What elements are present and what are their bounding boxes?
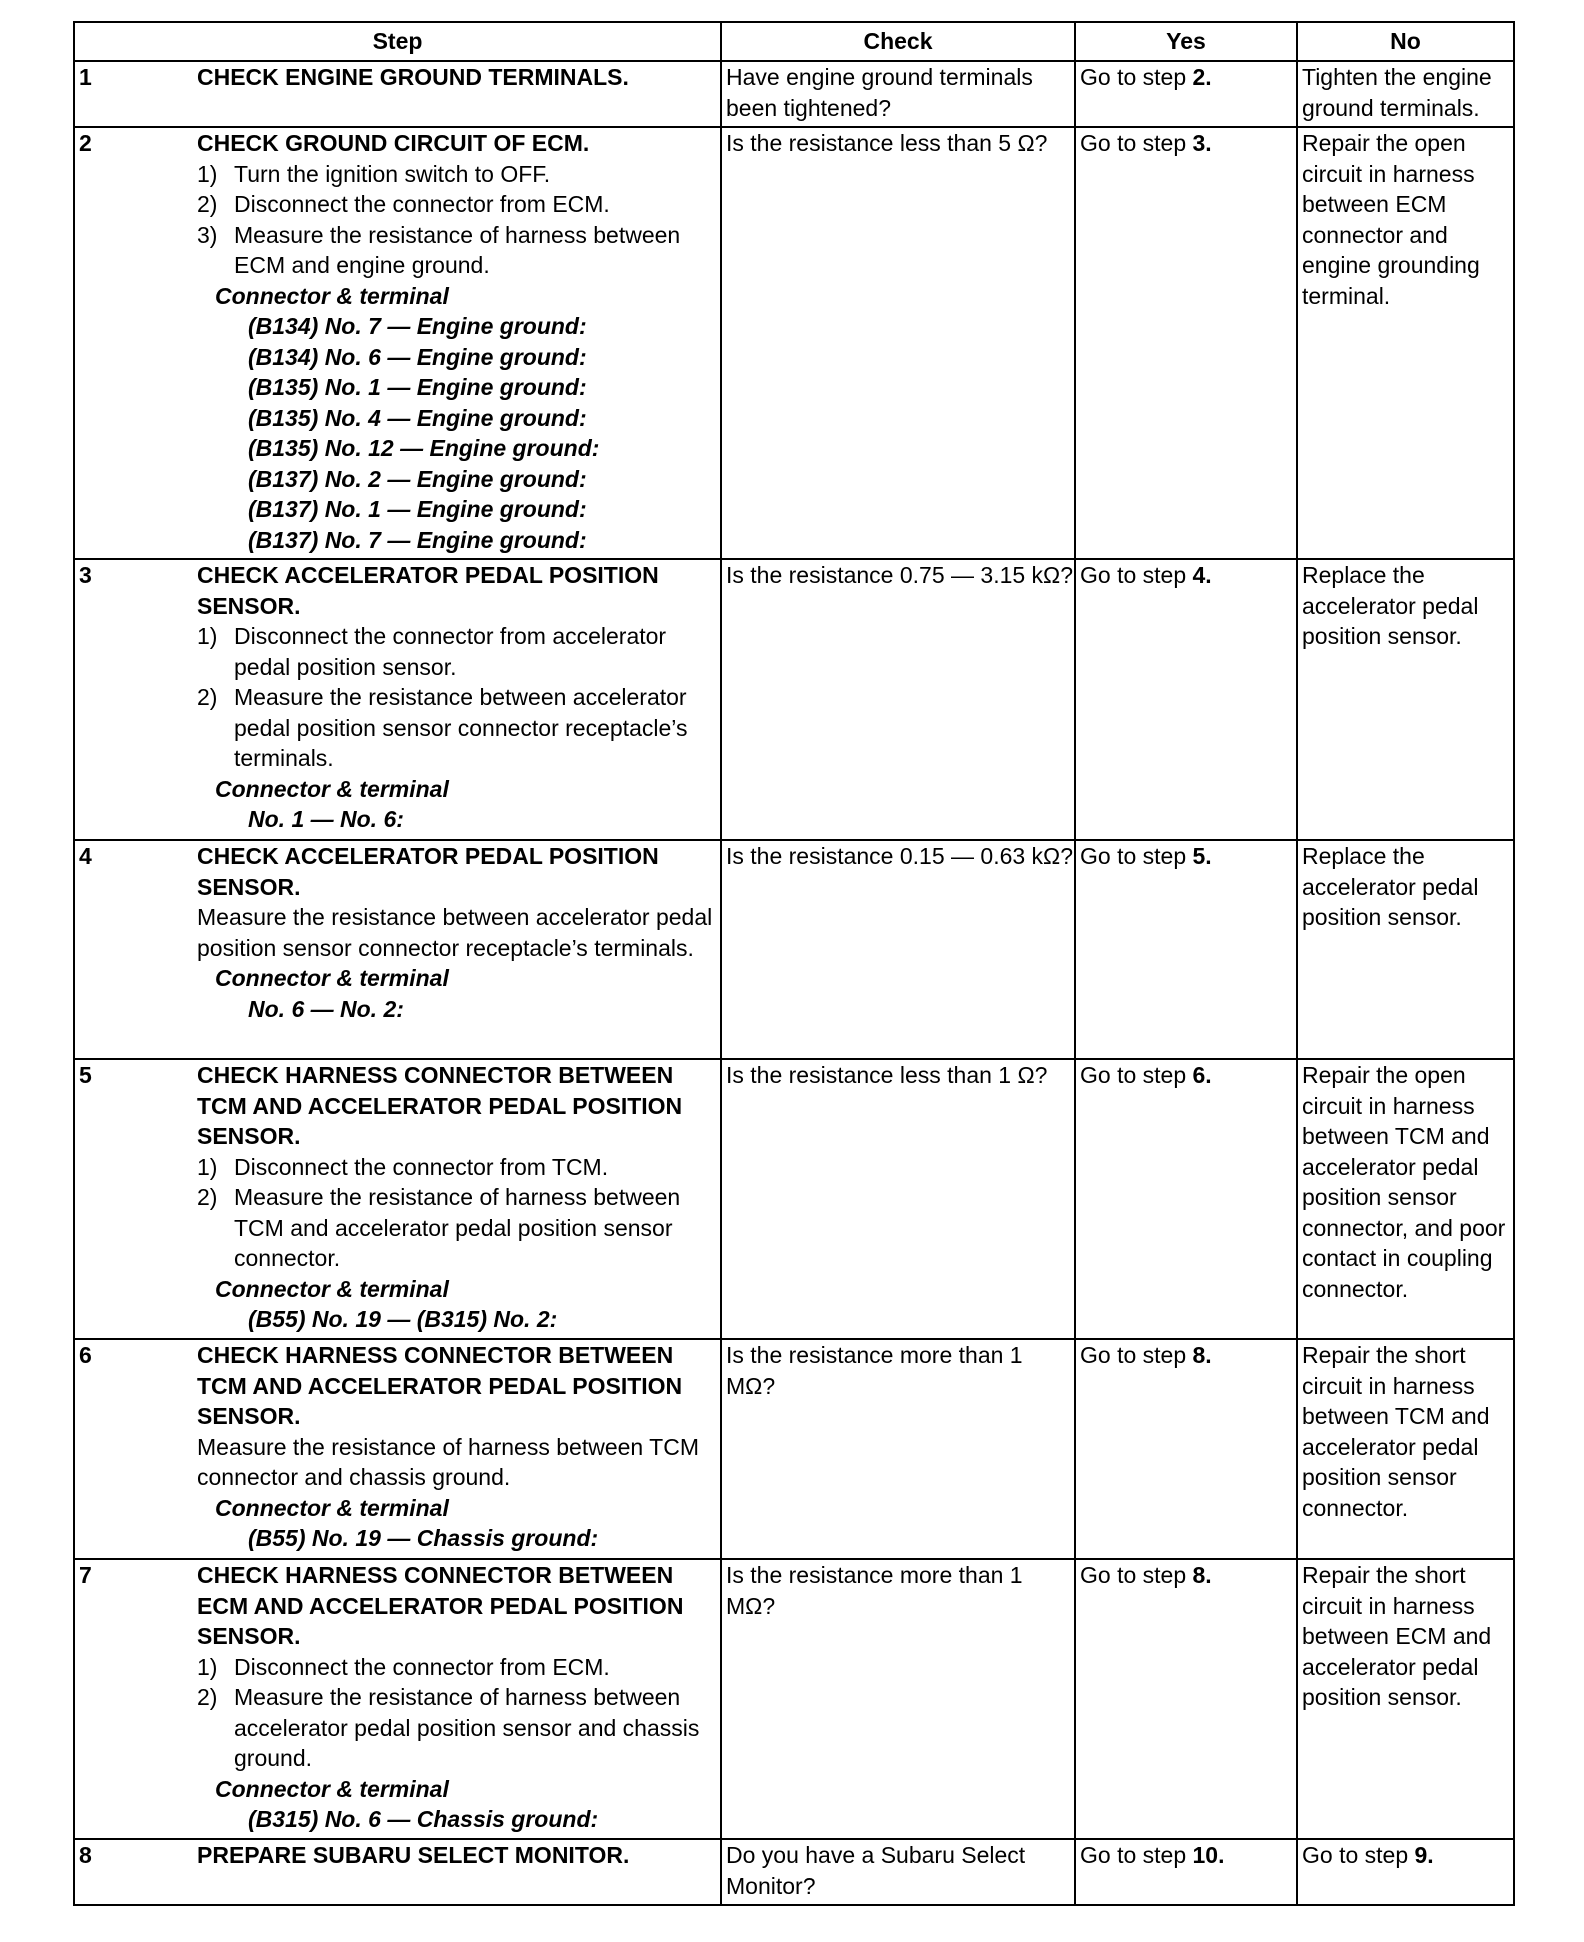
yes-step-ref: 4.: [1192, 562, 1212, 588]
check-cell: Is the resistance 0.75 — 3.15 kΩ?: [721, 559, 1075, 840]
table-row: [74, 1059, 1514, 1339]
list-item: 2) Disconnect the connector from ECM.: [197, 191, 610, 217]
table-row: [74, 1559, 1514, 1839]
terminal-spec: (B137) No. 2 — Engine ground:: [248, 465, 587, 492]
header-yes: Yes: [1075, 22, 1297, 61]
no-cell: Replace the accelerator pedal position sensor.: [1297, 559, 1514, 840]
connector-label: Connector & terminal: [215, 282, 449, 309]
terminal-spec: (B135) No. 4 — Engine ground:: [248, 404, 587, 431]
connector-label: Connector & terminal: [215, 1775, 449, 1802]
list-item: 1) Turn the ignition switch to OFF.: [197, 160, 551, 187]
yes-step-ref: 5.: [1192, 843, 1212, 869]
no-cell: Repair the open circuit in harness between ECM connector and engine grounding terminal.: [1297, 127, 1514, 559]
step-cell: [74, 559, 721, 840]
step-number: 6: [79, 1342, 92, 1368]
step-number: 4: [79, 843, 92, 869]
step-number: 8: [79, 1842, 92, 1868]
no-step-ref: 9.: [1414, 1842, 1434, 1868]
diagnostic-table: [73, 21, 1515, 1906]
step-cell: [74, 840, 721, 1059]
table-row: [74, 840, 1514, 1059]
step-title: CHECK HARNESS CONNECTOR BETWEEN ECM AND ACCELERATOR PEDAL POSITION SENSOR.: [197, 1562, 684, 1649]
yes-cell: [1075, 61, 1297, 127]
step-number: 7: [79, 1562, 92, 1588]
step-cell: [74, 1059, 721, 1339]
step-cell: [74, 1839, 721, 1905]
check-cell: Is the resistance more than 1 MΩ?: [721, 1559, 1075, 1839]
step-number: 3: [79, 562, 92, 588]
step-cell: [74, 1339, 721, 1559]
yes-cell: [1075, 1059, 1297, 1339]
procedure-list: [197, 621, 716, 774]
terminal-spec: (B137) No. 1 — Engine ground:: [248, 496, 587, 522]
yes-text: Go to step: [1080, 130, 1193, 156]
yes-step-ref: 2.: [1192, 64, 1212, 90]
step-title: CHECK ENGINE GROUND TERMINALS.: [197, 64, 629, 90]
yes-text: Go to step: [1080, 1842, 1193, 1868]
no-cell: Replace the accelerator pedal position sensor.: [1297, 840, 1514, 1059]
check-cell: Is the resistance 0.15 — 0.63 kΩ?: [721, 840, 1075, 1059]
terminal-spec: (B134) No. 6 — Engine ground:: [248, 343, 587, 370]
yes-step-ref: 3.: [1192, 130, 1212, 156]
check-cell: Do you have a Subaru Select Monitor?: [721, 1839, 1075, 1905]
yes-text: Go to step: [1080, 1562, 1193, 1588]
yes-cell: [1075, 840, 1297, 1059]
connector-label: Connector & terminal: [215, 1494, 449, 1521]
step-title: CHECK ACCELERATOR PEDAL POSITION SENSOR.: [197, 843, 659, 900]
yes-step-ref: 8.: [1192, 1342, 1212, 1368]
step-cell: [74, 127, 721, 559]
yes-text: Go to step: [1080, 64, 1193, 90]
step-number: 5: [79, 1062, 92, 1088]
procedure-text: Measure the resistance of harness between TCM connector and chassis ground.: [197, 1433, 699, 1490]
procedure-list: [197, 1152, 716, 1274]
terminal-spec: (B134) No. 7 — Engine ground:: [248, 313, 587, 339]
table-row: [74, 127, 1514, 559]
check-cell: Have engine ground terminals been tightened?: [721, 61, 1075, 127]
step-title: CHECK ACCELERATOR PEDAL POSITION SENSOR.: [197, 562, 659, 619]
yes-text: Go to step: [1080, 843, 1193, 869]
procedure-text: Measure the resistance between accelerator pedal position sensor connector receptacle’s terminals.: [197, 904, 713, 961]
step-title: PREPARE SUBARU SELECT MONITOR.: [197, 1842, 630, 1868]
step-cell: [74, 61, 721, 127]
step-title: CHECK HARNESS CONNECTOR BETWEEN TCM AND ACCELERATOR PEDAL POSITION SENSOR.: [197, 1062, 683, 1149]
header-check: Check: [721, 22, 1075, 61]
connector-label: Connector & terminal: [215, 965, 449, 991]
no-cell: Repair the short circuit in harness between ECM and accelerator pedal position sensor.: [1297, 1559, 1514, 1839]
step-number: 1: [79, 64, 92, 90]
procedure-list: [197, 1652, 716, 1774]
check-cell: Is the resistance less than 5 Ω?: [721, 127, 1075, 559]
terminal-spec: No. 1 — No. 6:: [248, 806, 404, 832]
table-row: [74, 1839, 1514, 1905]
connector-label: Connector & terminal: [215, 1275, 449, 1302]
terminal-spec: (B315) No. 6 — Chassis ground:: [248, 1806, 599, 1832]
no-cell: Repair the open circuit in harness between TCM and accelerator pedal position sensor connector, and poor contact in coupling connector.: [1297, 1059, 1514, 1339]
connector-label: Connector & terminal: [215, 775, 449, 802]
no-cell: Tighten the engine ground terminals.: [1297, 61, 1514, 127]
step-title: CHECK HARNESS CONNECTOR BETWEEN TCM AND ACCELERATOR PEDAL POSITION SENSOR.: [197, 1342, 683, 1429]
header-no: No: [1297, 22, 1514, 61]
check-cell: Is the resistance less than 1 Ω?: [721, 1059, 1075, 1339]
step-number: 2: [79, 130, 92, 156]
yes-text: Go to step: [1080, 1342, 1193, 1368]
terminal-spec: (B55) No. 19 — Chassis ground:: [248, 1525, 599, 1551]
terminal-spec: (B135) No. 12 — Engine ground:: [248, 435, 600, 461]
yes-step-ref: 10.: [1192, 1842, 1225, 1868]
table-row: [74, 1339, 1514, 1559]
terminal-spec: (B137) No. 7 — Engine ground:: [248, 526, 587, 553]
no-text: Go to step: [1302, 1842, 1415, 1868]
yes-step-ref: 6.: [1192, 1062, 1212, 1088]
yes-cell: [1075, 1839, 1297, 1905]
terminal-spec: (B55) No. 19 — (B315) No. 2:: [248, 1306, 558, 1332]
yes-text: Go to step: [1080, 1062, 1193, 1088]
header-row: [74, 22, 1514, 61]
yes-step-ref: 8.: [1192, 1562, 1212, 1588]
terminal-spec: (B135) No. 1 — Engine ground:: [248, 374, 587, 400]
yes-cell: [1075, 127, 1297, 559]
yes-text: Go to step: [1080, 562, 1193, 588]
table-row: [74, 61, 1514, 127]
step-title: CHECK GROUND CIRCUIT OF ECM.: [197, 130, 590, 156]
table-row: [74, 559, 1514, 840]
list-item: 2) Measure the resistance of harness between TCM and accelerator pedal position sensor connector.: [197, 1184, 681, 1271]
list-item: 1) Disconnect the connector from ECM.: [197, 1653, 610, 1680]
procedure-list: [197, 159, 716, 281]
terminal-spec: No. 6 — No. 2:: [248, 995, 404, 1022]
step-cell: [74, 1559, 721, 1839]
list-item: 1) Disconnect the connector from TCM.: [197, 1153, 609, 1180]
list-item: 2) Measure the resistance between accelerator pedal position sensor connector receptacle’s terminals.: [197, 684, 688, 771]
list-item: 2) Measure the resistance of harness between accelerator pedal position sensor and chassis ground.: [197, 1684, 700, 1771]
yes-cell: [1075, 1559, 1297, 1839]
check-cell: Is the resistance more than 1 MΩ?: [721, 1339, 1075, 1559]
header-step: Step: [74, 22, 721, 61]
list-item: 3) Measure the resistance of harness between ECM and engine ground.: [197, 221, 681, 278]
no-cell: [1297, 1839, 1514, 1905]
yes-cell: [1075, 559, 1297, 840]
list-item: 1) Disconnect the connector from accelerator pedal position sensor.: [197, 623, 667, 680]
yes-cell: [1075, 1339, 1297, 1559]
no-cell: Repair the short circuit in harness between TCM and accelerator pedal position sensor connector.: [1297, 1339, 1514, 1559]
